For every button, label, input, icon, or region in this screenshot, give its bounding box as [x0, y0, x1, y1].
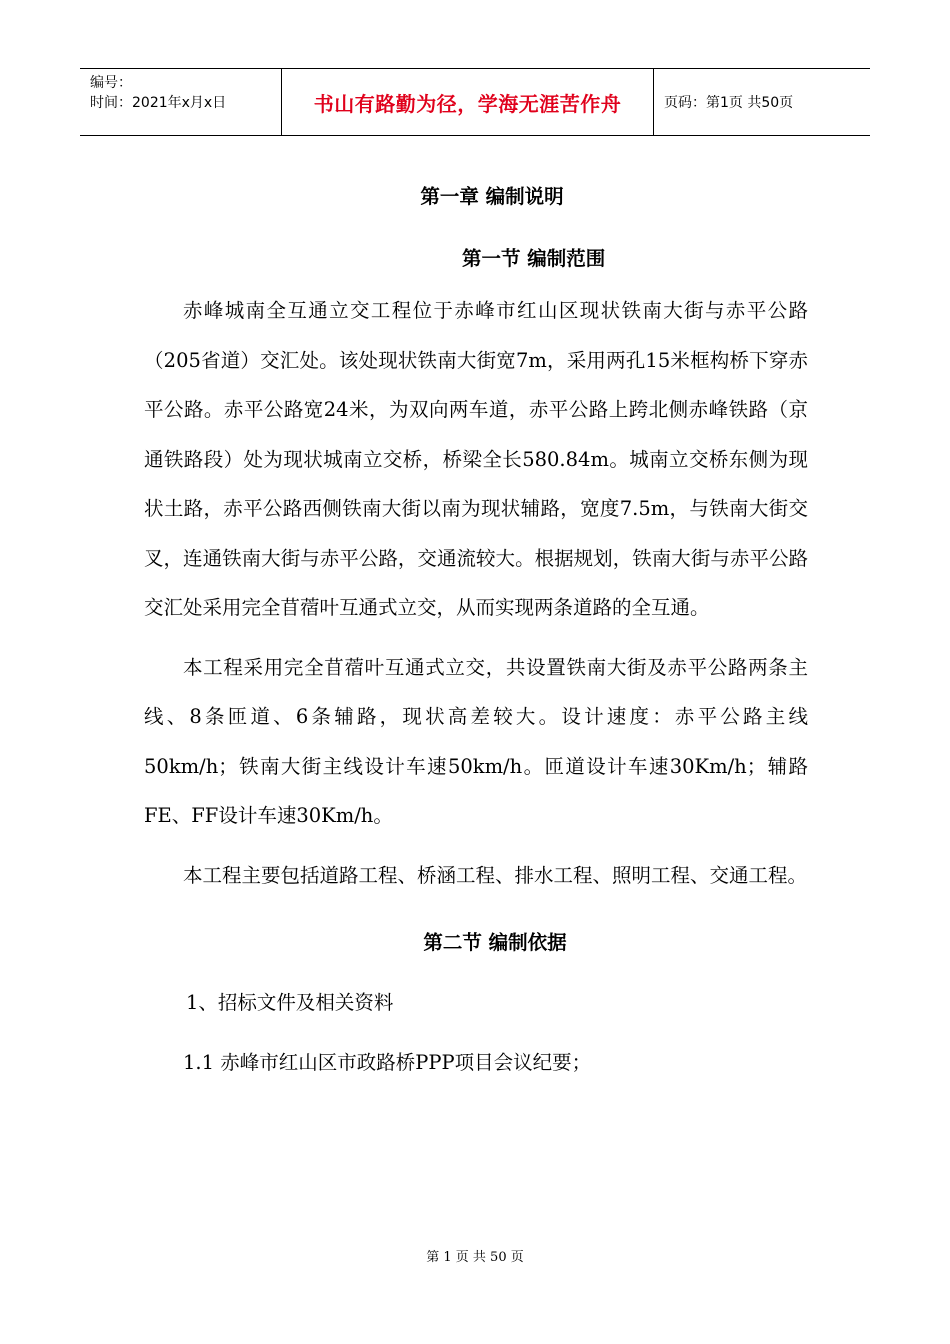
document-date-label: 时间：2021年x月x日 — [90, 95, 227, 111]
section-title-basis: 第二节 编制依据 — [423, 931, 567, 954]
document-body — [144, 180, 808, 1087]
document-header — [80, 68, 870, 136]
document-number-label: 编号： — [90, 75, 132, 91]
paragraph-design-parameters: 本工程采用完全苜蓿叶互通式立交，共设置铁南大街及赤平公路两条主线、8条匝道、6条辅路，现状高差较大。设计速度：赤平公路主线50km/h；铁南大街主线设计车速50km/h。匝道设计车速30Km/h；辅路FE、FF设计车速30Km/h。 — [144, 655, 808, 827]
paragraph-work-scope: 本工程主要包括道路工程、桥涵工程、排水工程、照明工程、交通工程。 — [183, 863, 808, 887]
header-meta — [80, 69, 281, 135]
list-item-meeting-minutes: 1.1 赤峰市红山区市政路桥PPP项目会议纪要； — [183, 1050, 592, 1074]
page-footer: 第 1 页 共 50 页 — [426, 1250, 524, 1265]
chapter-title: 第一章 编制说明 — [420, 185, 564, 208]
header-motto: 书山有路勤为径，学海无涯苦作舟 — [281, 69, 654, 135]
list-item-tender-documents: 1、招标文件及相关资料 — [186, 991, 394, 1014]
header-page-code: 页码：第1页 共50页 — [664, 95, 794, 111]
section-title-scope: 第一节 编制范围 — [462, 247, 606, 270]
paragraph-project-location: 赤峰城南全互通立交工程位于赤峰市红山区现状铁南大街与赤平公路（205省道）交汇处。该处现状铁南大街宽7m，采用两孔15米框构桥下穿赤平公路。赤平公路宽24米，为双向两车道，赤平公路上跨北侧赤峰铁路（京通铁路段）处为现状城南立交桥，桥梁全长580.84m。城南立交桥东侧为现状土路，赤平公路西侧铁南大街以南为现状辅路，宽度7.5m，与铁南大街交叉，连通铁南大街与赤平公路，交通流较大。根据规划，铁南大街与赤平公路交汇处采用完全苜蓿叶互通式立交，从而实现两条道路的全互通。 — [144, 299, 808, 619]
